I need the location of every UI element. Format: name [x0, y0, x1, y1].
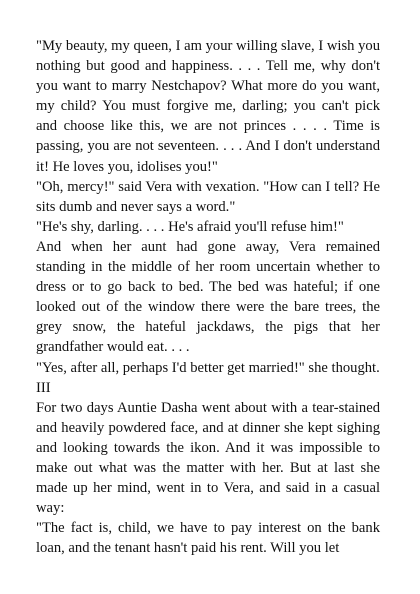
paragraph-vera-reply: "Oh, mercy!" said Vera with vexation. "How can I tell? He sits dumb and never says a word." [36, 178, 380, 215]
paragraph-vera-alone: And when her aunt had gone away, Vera remained standing in the middle of her room uncertain whether to dress or to go back to bed. The bed was hateful; if one looked out of the window there were the bare trees, the grey snow, the hateful jackdaws, the pigs that her grandfather would eat. . . . [36, 238, 380, 356]
paragraph-interest-loan: "The fact is, child, we have to pay interest on the bank loan, and the tenant hasn't paid his rent. Will you let [36, 520, 380, 557]
paragraph-aunt-speech: "My beauty, my queen, I am your willing slave, I wish you nothing but good and happiness. . . . Tell me, why don't you want to marry Nestchapov? What more do you want, my child? You must forgive me, darling; you can't pick and choose like this, we are not princes . . . . Time is passing, you are not seventeen. . . . And I don't understand it! He loves you, idolises you!" [36, 38, 380, 175]
paragraph-aunt-shy: "He's shy, darling. . . . He's afraid you'll refuse him!" [36, 218, 344, 235]
document-page [36, 36, 380, 558]
chapter-heading: III [36, 379, 51, 396]
paragraph-auntie-dasha: For two days Auntie Dasha went about with a tear-stained and heavily powdered face, and at dinner she kept sighing and looking towards the ikon. And it was impossible to make out what was the matter with her. But at last she made up her mind, went in to Vera, and said in a casual way: [36, 399, 380, 517]
paragraph-vera-thought: "Yes, after all, perhaps I'd better get married!" she thought. [36, 359, 380, 376]
